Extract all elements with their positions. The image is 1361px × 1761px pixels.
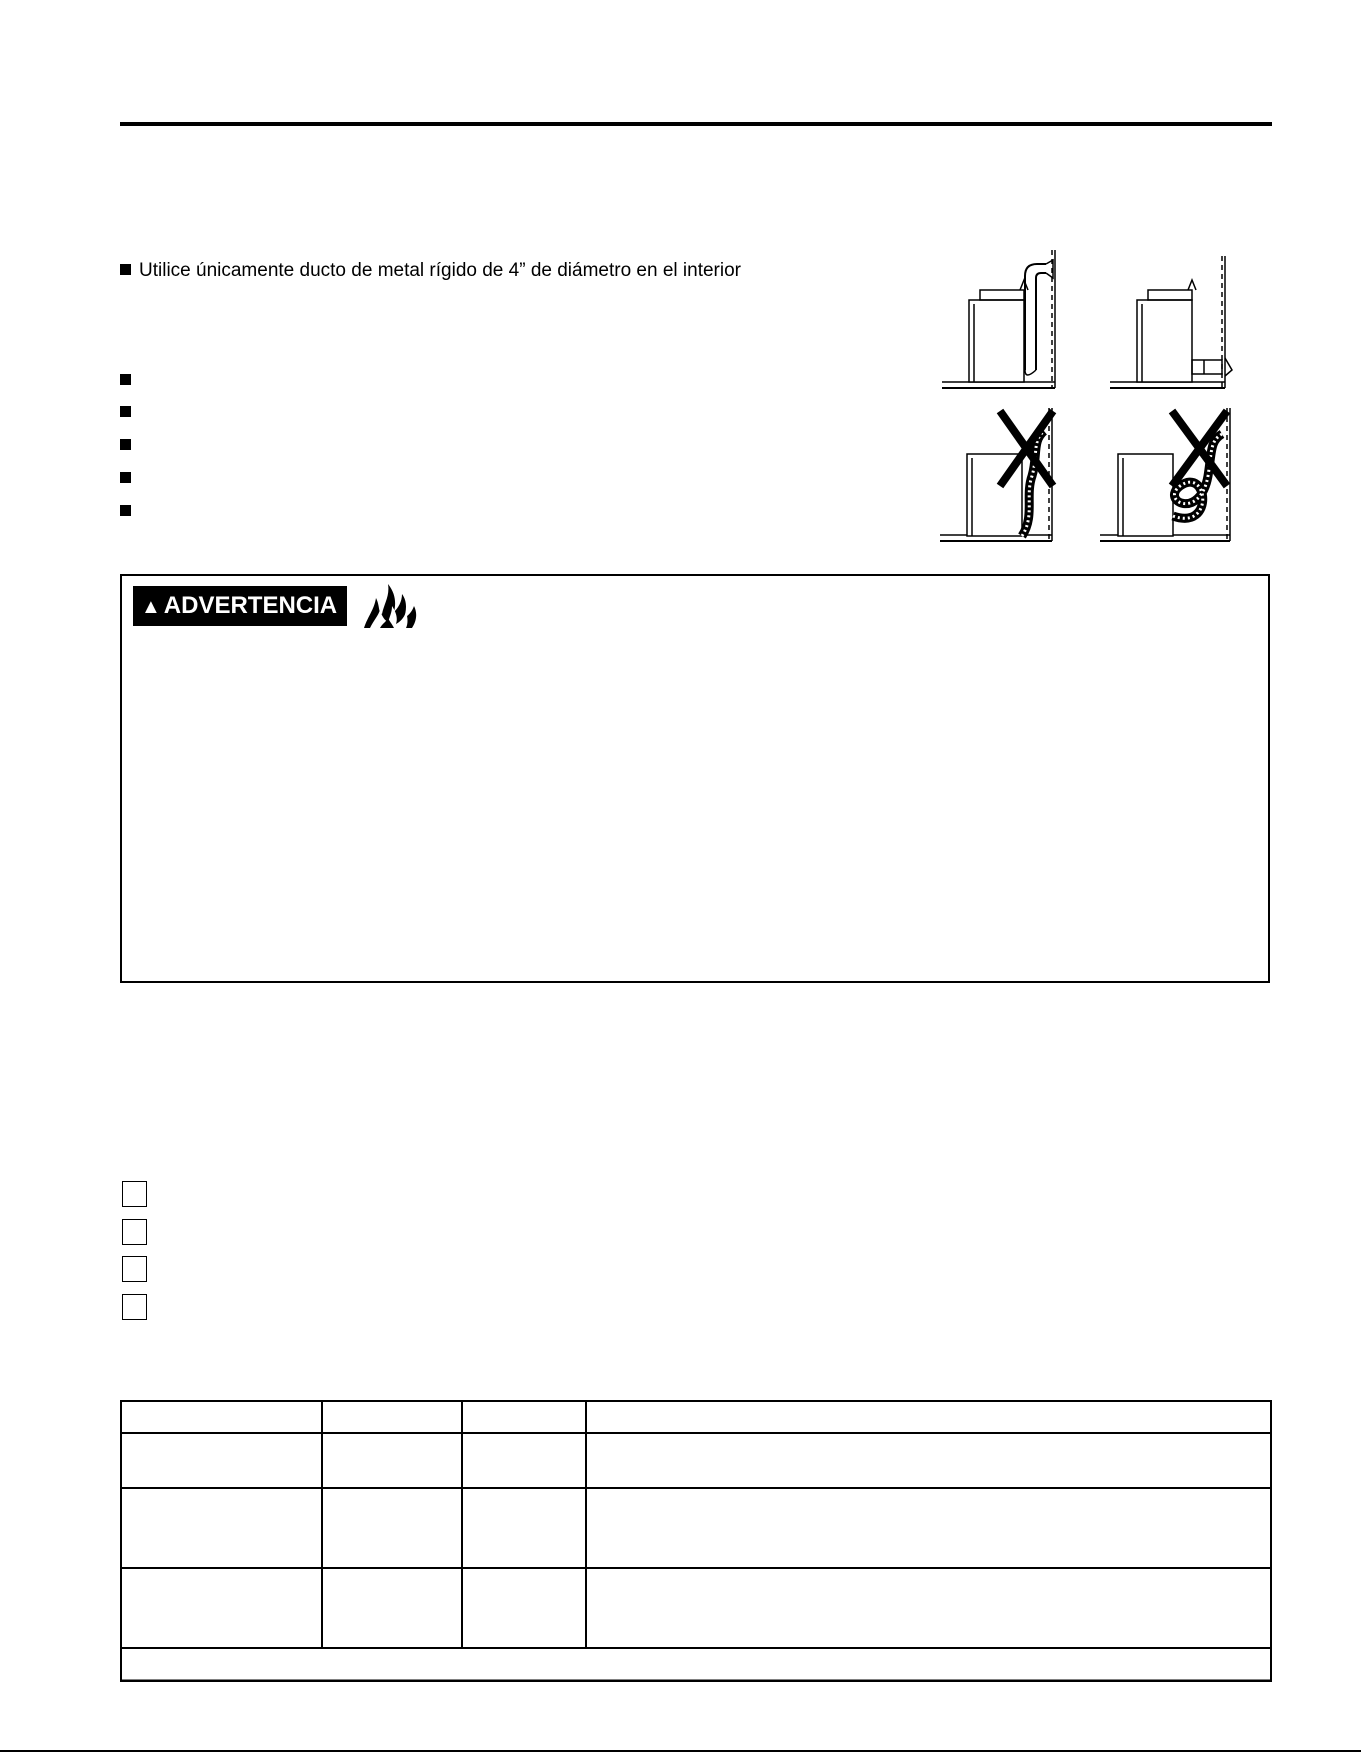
table-grid xyxy=(120,1400,1272,1682)
checkbox[interactable] xyxy=(122,1294,147,1320)
bottom-rule xyxy=(0,1750,1361,1752)
intro-text: Utilice únicamente ducto de metal rígido de 4” de diámetro en el interior xyxy=(139,260,741,281)
vent-length-table xyxy=(120,1400,1272,1682)
duct-installation-figure xyxy=(940,246,1250,551)
checkbox[interactable] xyxy=(122,1219,147,1245)
fire-icon xyxy=(362,582,424,630)
correct-rigid-duct-icon xyxy=(942,250,1055,388)
intro-bullet-item xyxy=(120,259,741,283)
warning-triangle-icon: ▲ xyxy=(141,596,161,618)
top-rule xyxy=(120,122,1272,126)
checkbox[interactable] xyxy=(122,1256,147,1282)
square-bullet-icon xyxy=(120,472,131,483)
square-bullet-icon xyxy=(120,264,131,275)
square-bullet-icon xyxy=(120,505,131,516)
checkbox[interactable] xyxy=(122,1181,147,1207)
square-bullet-icon xyxy=(120,439,131,450)
square-bullet-icon xyxy=(120,374,131,385)
incorrect-coiled-duct-icon xyxy=(1100,408,1230,541)
correct-rear-duct-icon xyxy=(1110,256,1232,388)
incorrect-flexible-duct-icon xyxy=(940,408,1053,541)
warning-box xyxy=(120,574,1270,983)
warning-label xyxy=(133,586,347,626)
warning-label-text: ADVERTENCIA xyxy=(163,592,338,619)
square-bullet-icon xyxy=(120,406,131,417)
